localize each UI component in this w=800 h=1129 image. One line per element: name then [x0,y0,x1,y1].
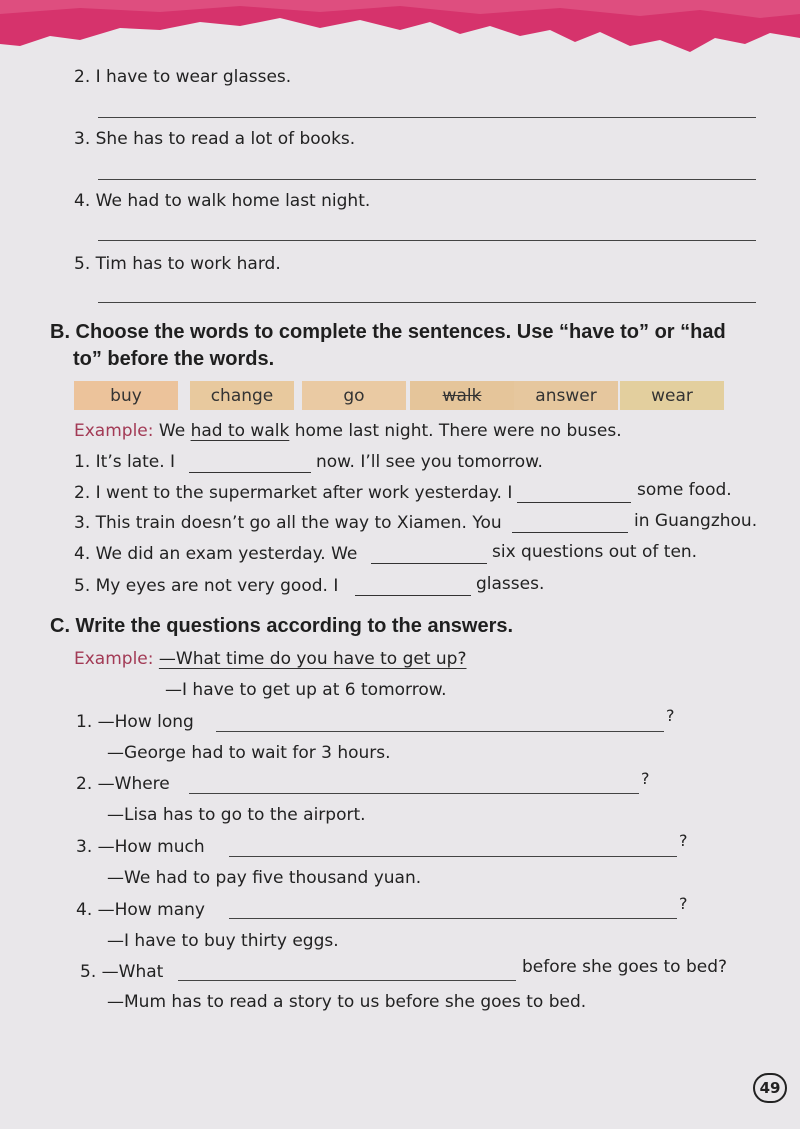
part-b-item-1-after: now. I’ll see you tomorrow. [316,452,543,472]
part-b-item-2-after: some food. [637,480,732,500]
word-chip-go: go [302,381,406,410]
part-c-item-2-answer: —Lisa has to go to the airport. [107,805,366,825]
part-c-example-question [74,649,467,669]
part-a-item-5 [74,254,281,274]
answer-line[interactable] [98,117,756,118]
example-label: Example: [74,649,154,669]
part-a-item-2 [74,67,291,87]
part-c-item-3-prompt: 3. —How much [76,837,205,857]
question-mark: ? [641,769,650,788]
part-c-example-answer: —I have to get up at 6 tomorrow. [165,680,447,700]
answer-line[interactable] [98,179,756,180]
question-mark: ? [679,831,688,850]
part-c-item-1-answer: —George had to wait for 3 hours. [107,743,391,763]
word-chip-answer: answer [514,381,618,410]
question-mark: ? [666,706,675,725]
part-b-item-5-after: glasses. [476,574,545,594]
word-chip-wear: wear [620,381,724,410]
part-c-item-4-answer: —I have to buy thirty eggs. [107,931,339,951]
question-mark: ? [679,894,688,913]
part-c-item-2-prompt: 2. —Where [76,774,170,794]
item-sentence: She has to read a lot of books. [95,129,356,149]
part-b-item-4-after: six questions out of ten. [492,542,698,562]
item-number: 2. [74,67,91,87]
item-sentence: I have to wear glasses. [95,67,292,87]
heading-line-2: to” before the words. [73,348,275,370]
part-b-item-1-before: 1. It’s late. I [74,452,176,472]
part-a-item-4 [74,191,370,211]
part-b-item-5-before: 5. My eyes are not very good. I [74,576,339,596]
item-sentence: Tim has to work hard. [95,254,281,274]
word-chip-walk: walk [410,381,514,410]
question-line[interactable] [178,980,516,981]
question-line[interactable] [229,856,677,857]
fill-blank[interactable] [355,595,471,596]
example-label: Example: [74,421,154,441]
word-chip-buy: buy [74,381,178,410]
fill-blank[interactable] [189,472,311,473]
part-b-example: Example: We had to walk home last night. There were no buses. [74,421,622,441]
part-c-heading: C. Write the questions according to the answers. [50,615,514,637]
part-a-item-3 [74,129,355,149]
part-c-item-4-prompt: 4. —How many [76,900,205,920]
question-line[interactable] [229,918,677,919]
fill-blank[interactable] [517,502,631,503]
heading-line-1: B. Choose the words to complete the sentences. Use “have to” or “had [50,321,726,343]
question-line[interactable] [189,793,639,794]
answer-line[interactable] [98,302,756,303]
part-c-item-5-answer: —Mum has to read a story to us before she goes to bed. [107,992,587,1012]
example-answer: had to walk [190,421,290,441]
item-number: 5. [74,254,91,274]
example-question: —What time do you have to get up? [158,649,467,669]
item-number: 3. [74,129,91,149]
item-sentence: We had to walk home last night. [95,191,371,211]
top-banner [0,0,800,60]
part-c-item-5-prompt: 5. —What [80,962,164,982]
question-line[interactable] [216,731,664,732]
part-b-item-4-before: 4. We did an exam yesterday. We [74,544,358,564]
part-b-heading [50,319,726,373]
part-c-item-1-prompt: 1. —How long [76,712,194,732]
fill-blank[interactable] [512,532,628,533]
part-b-item-3-after: in Guangzhou. [634,511,758,531]
item-number: 4. [74,191,91,211]
part-b-item-3-before: 3. This train doesn’t go all the way to Xiamen. You [74,513,502,533]
fill-blank[interactable] [371,563,487,564]
question-end: before she goes to bed? [522,957,728,977]
part-c-item-3-answer: —We had to pay five thousand yuan. [107,868,422,888]
word-chip-change: change [190,381,294,410]
answer-line[interactable] [98,240,756,241]
part-b-item-2-before: 2. I went to the supermarket after work yesterday. I [74,483,513,503]
page-number: 49 [753,1073,787,1103]
